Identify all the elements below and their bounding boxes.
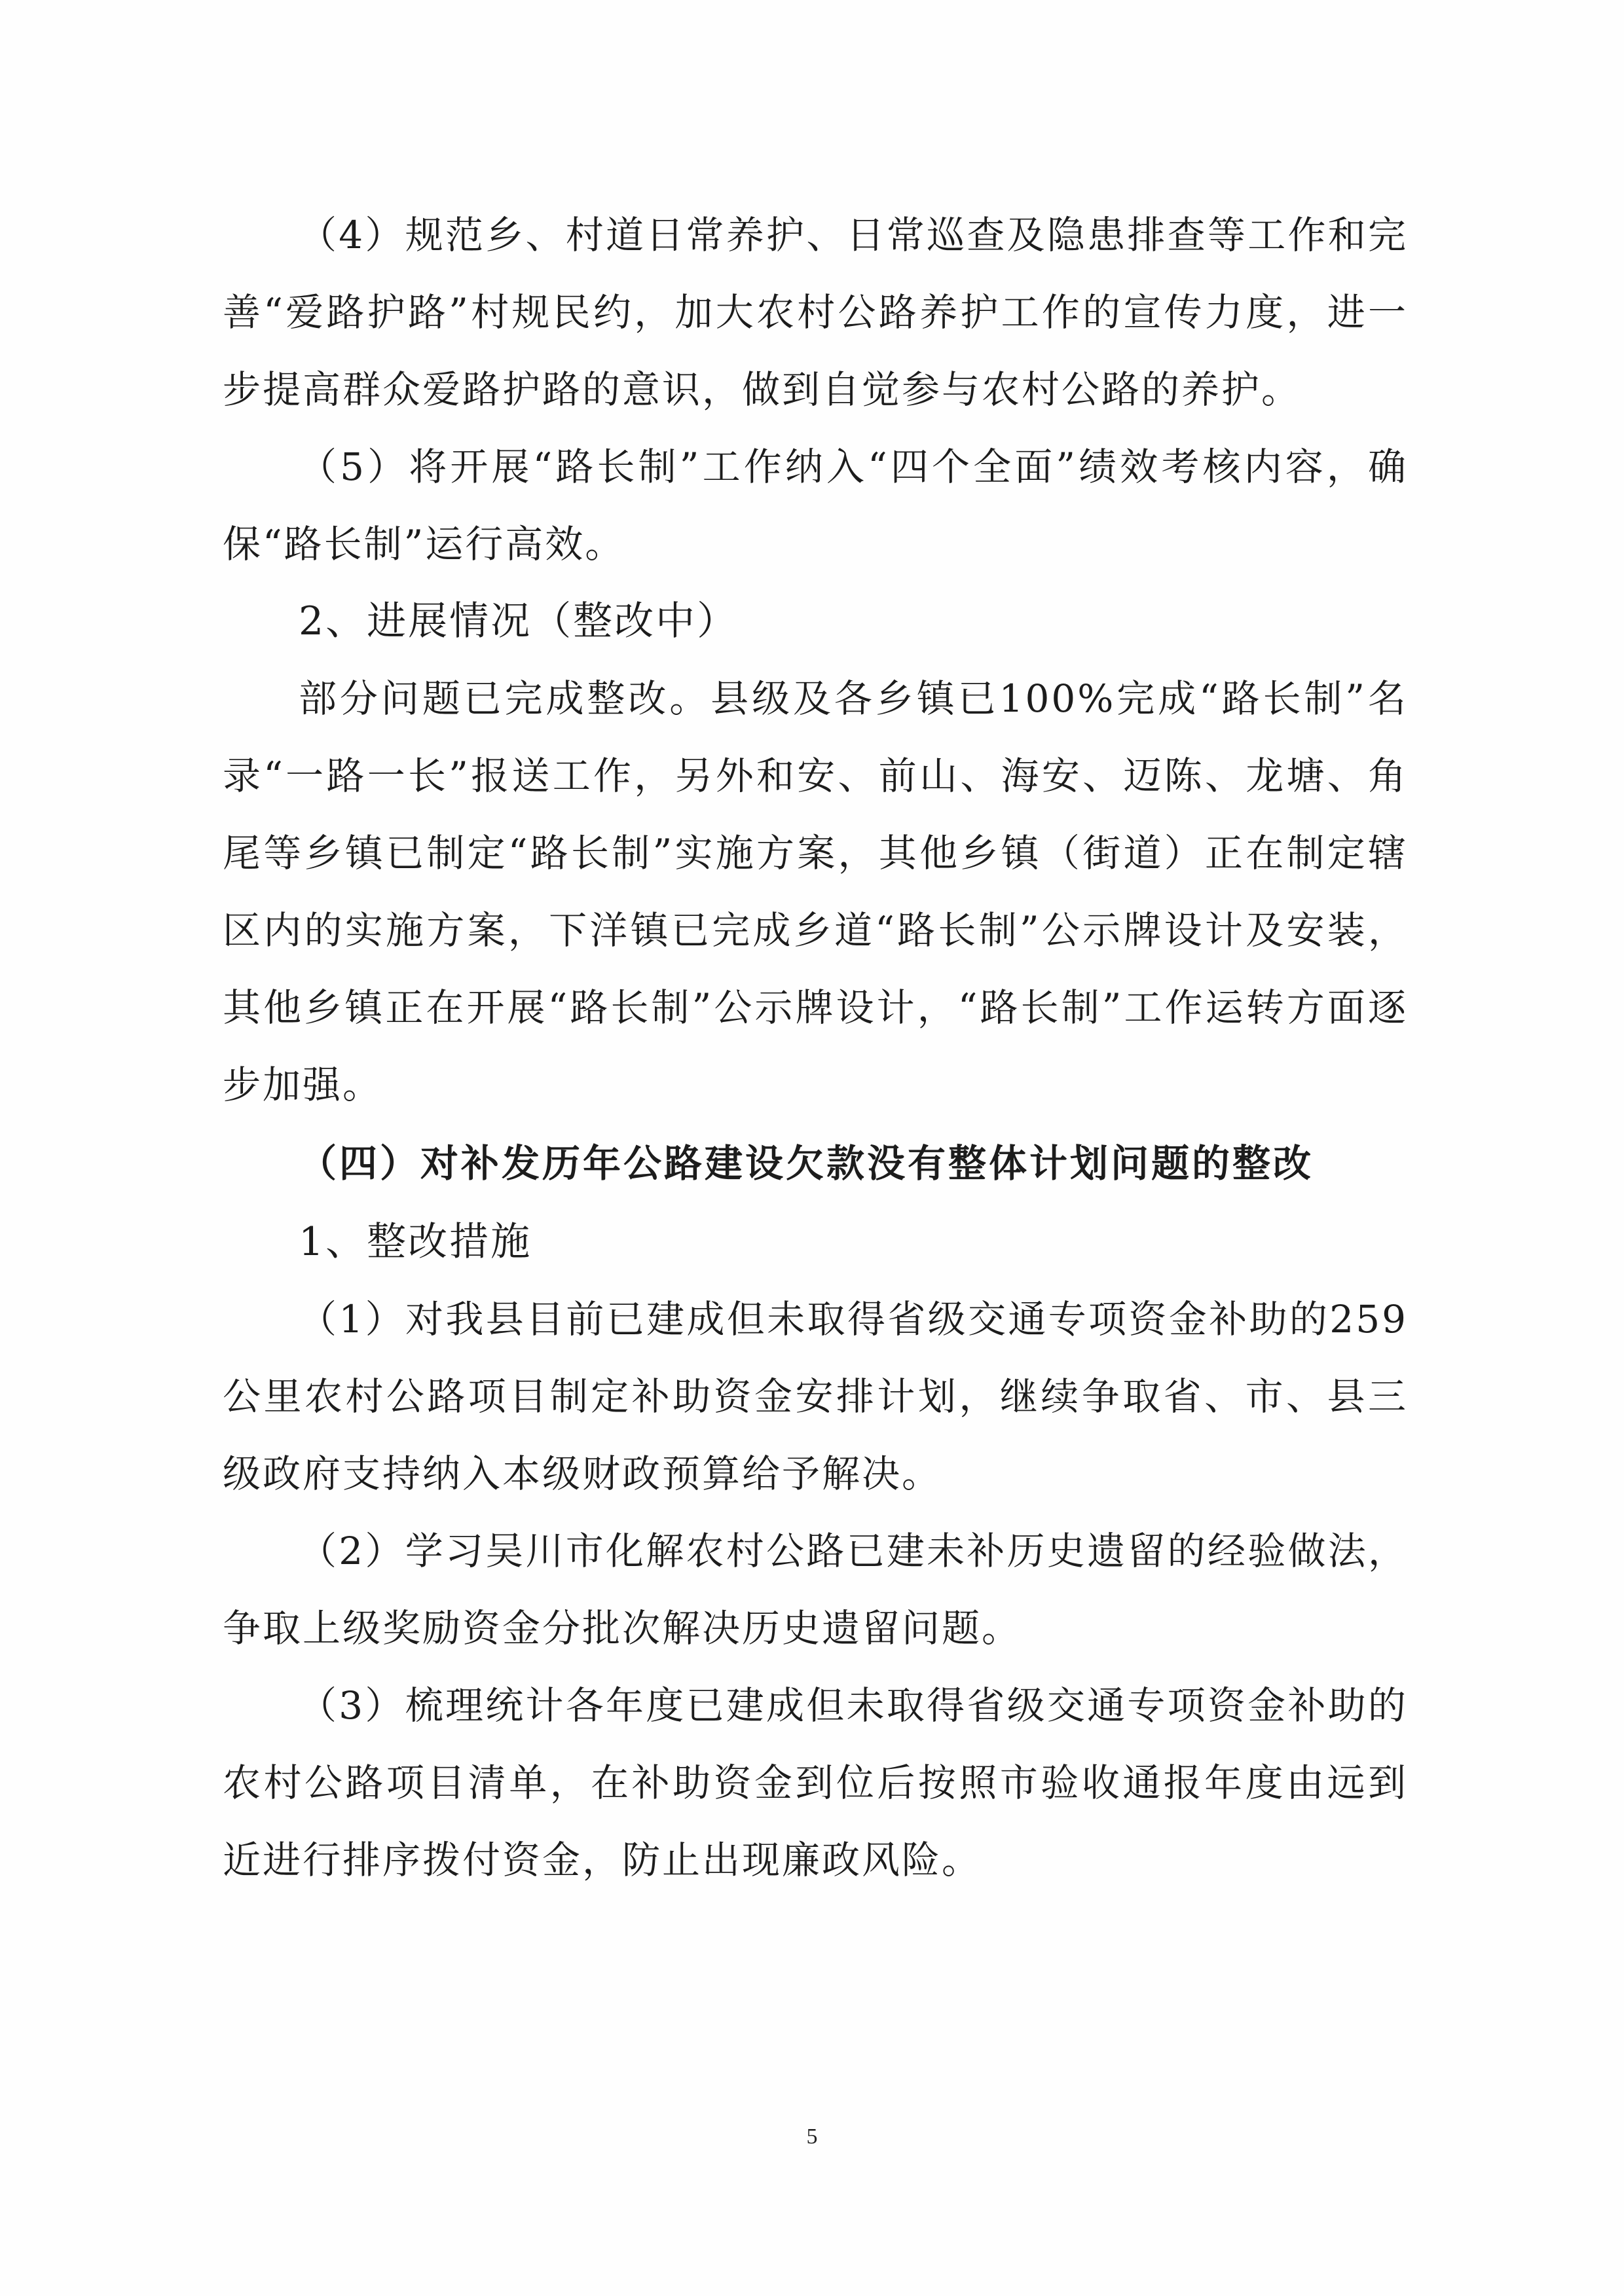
progress-heading: 2、进展情况（整改中） <box>299 598 739 644</box>
measure-item-3: （3）梳理统计各年度已建成但未取得省级交通专项资金补助的农村公路项目清单，在补助资金到位后按照市验收通报年度由远到近进行排序拨付资金，防止出现廉政风险。 <box>223 1683 1408 1882</box>
measures-heading: 1、整改措施 <box>299 1219 532 1265</box>
measure-item-2: （2）学习吴川市化解农村公路已建未补历史遗留的经验做法，争取上级奖励资金分批次解决历史遗留问题。 <box>223 1529 1408 1650</box>
page-number: 5 <box>806 2124 818 2149</box>
section-four-heading: （四）对补发历年公路建设欠款没有整体计划问题的整改 <box>299 1141 1314 1186</box>
paragraph-item-4: （4）规范乡、村道日常养护、日常巡查及隐患排查等工作和完善“爱路护路”村规民约，加大农村公路养护工作的宣传力度，进一步提高群众爱路护路的意识，做到自觉参与农村公路的养护。 <box>223 213 1408 412</box>
paragraph-item-5: （5）将开展“路长制”工作纳入“四个全面”绩效考核内容，确保“路长制”运行高效。 <box>223 445 1408 566</box>
document-body <box>223 196 1408 1899</box>
measure-item-1: （1）对我县目前已建成但未取得省级交通专项资金补助的259公里农村公路项目制定补助资金安排计划，继续争取省、市、县三级政府支持纳入本级财政预算给予解决。 <box>223 1297 1408 1496</box>
progress-body: 部分问题已完成整改。县级及各乡镇已100%完成“路长制”名录“一路一长”报送工作，另外和安、前山、海安、迈陈、龙塘、角尾等乡镇已制定“路长制”实施方案，其他乡镇（街道）正在制定辖区内的实施方案，下洋镇已完成乡道“路长制”公示牌设计及安装，其他乡镇正在开展“路长制”公示牌设计，“路长制”工作运转方面逐步加强。 <box>223 676 1408 1107</box>
